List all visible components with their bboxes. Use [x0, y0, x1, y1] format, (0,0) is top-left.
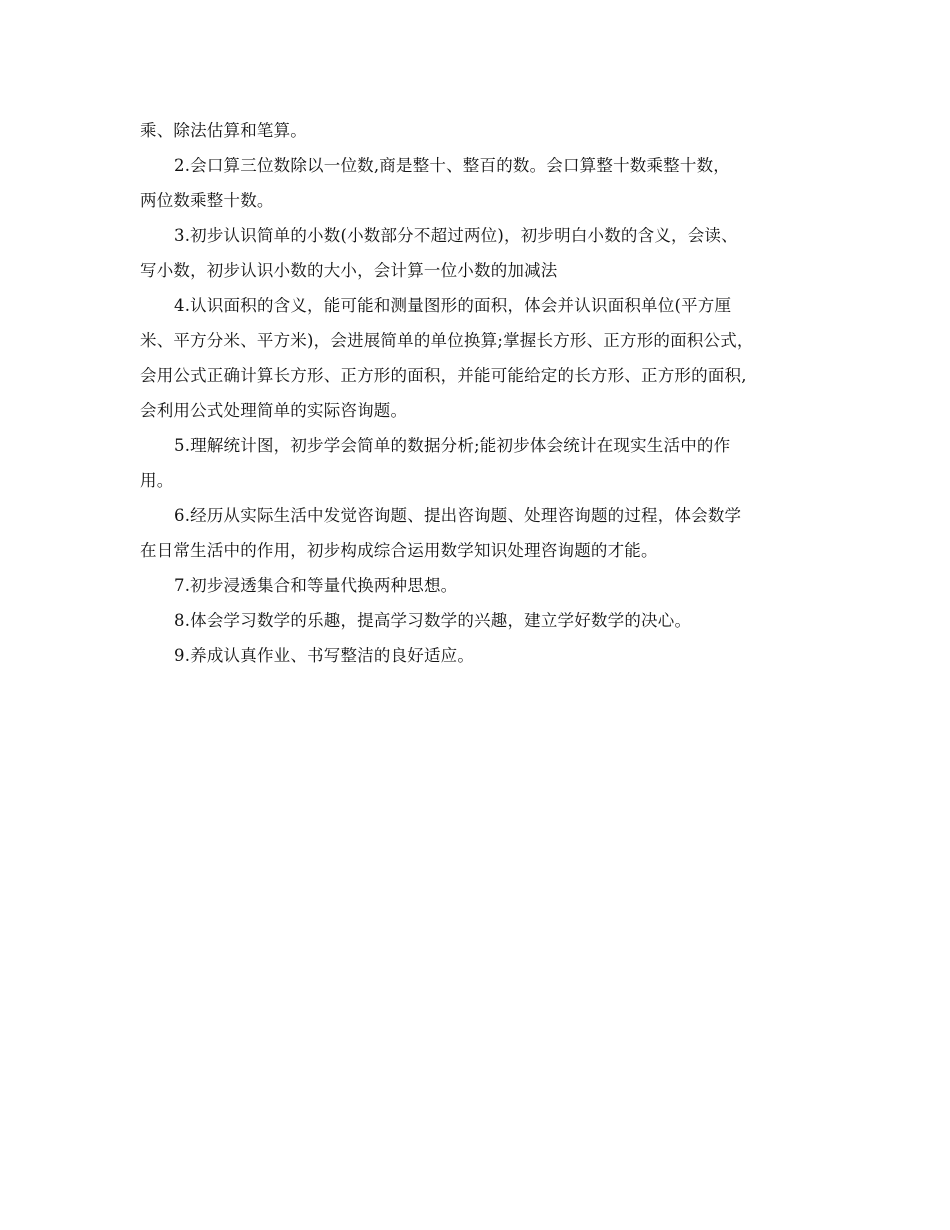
text-line: 6.经历从实际生活中发觉咨询题、提出咨询题、处理咨询题的过程，体会数学: [174, 506, 742, 525]
text-line: 5.理解统计图，初步学会简单的数据分析;能初步体会统计在现实生活中的作: [174, 436, 731, 455]
text-line: 会利用公式处理简单的实际咨询题。: [140, 401, 408, 420]
text-line: 4.认识面积的含义，能可能和测量图形的面积，体会并认识面积单位(平方厘: [174, 296, 732, 315]
text-line: 3.初步认识简单的小数(小数部分不超过两位)，初步明白小数的含义，会读、: [174, 226, 738, 245]
text-line: 8.体会学习数学的乐趣，提高学习数学的兴趣，建立学好数学的决心。: [174, 611, 692, 630]
text-line: 2.会口算三位数除以一位数,商是整十、整百的数。会口算整十数乘整十数，: [174, 156, 730, 175]
text-line: 用。: [140, 471, 174, 490]
text-line: 会用公式正确计算长方形、正方形的面积，并能可能给定的长方形、正方形的面积,: [140, 366, 747, 385]
text-line: 乘、除法估算和笔算。: [140, 121, 307, 140]
text-line: 7.初步浸透集合和等量代换两种思想。: [174, 576, 458, 595]
text-line: 写小数，初步认识小数的大小，会计算一位小数的加减法: [140, 261, 558, 280]
text-line: 米、平方分米、平方米)，会进展简单的单位换算;掌握长方形、正方形的面积公式，: [140, 331, 754, 350]
text-line: 9.养成认真作业、书写整洁的良好适应。: [174, 646, 475, 665]
text-line: 在日常生活中的作用，初步构成综合运用数学知识处理咨询题的才能。: [140, 541, 658, 560]
text-line: 两位数乘整十数。: [140, 191, 274, 210]
document-body: [140, 113, 820, 673]
